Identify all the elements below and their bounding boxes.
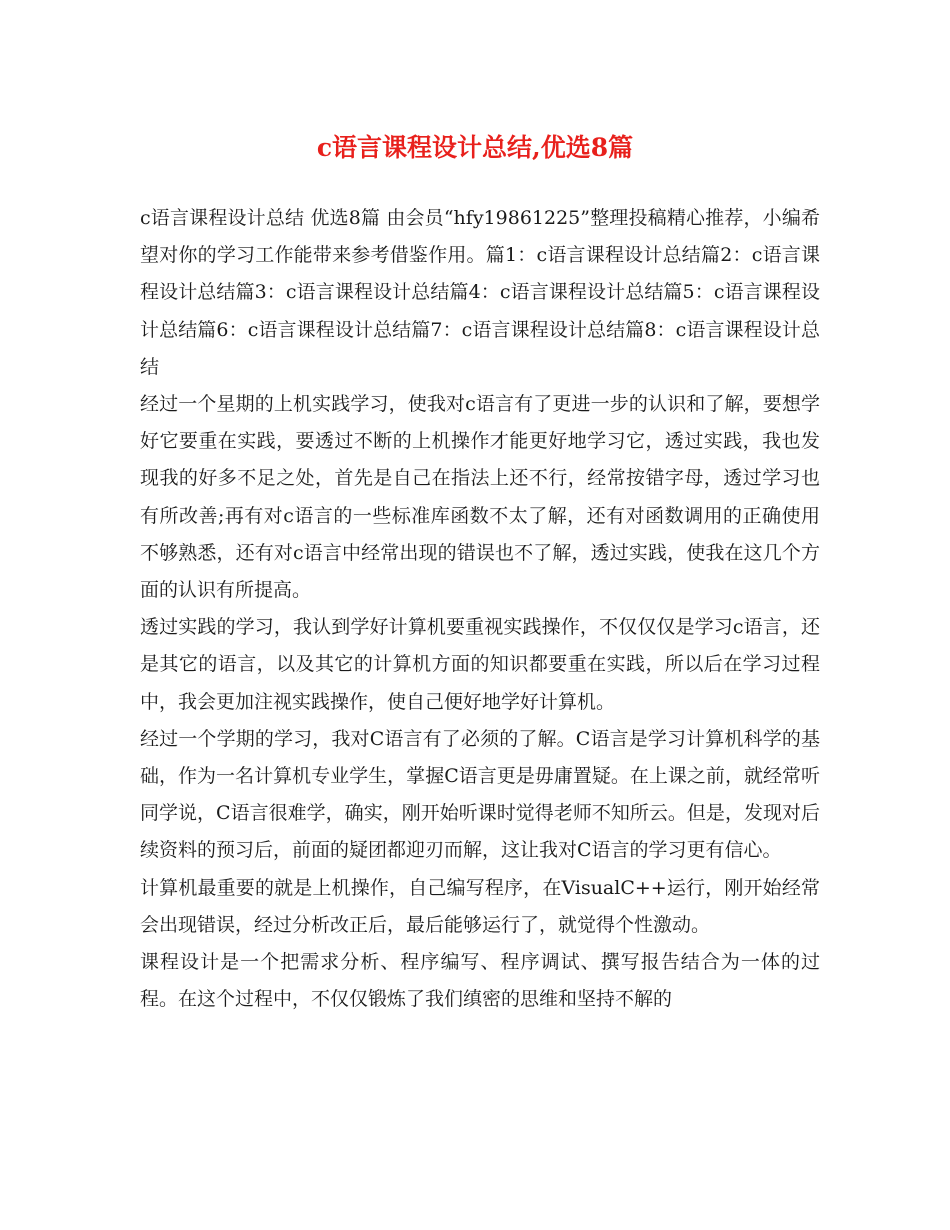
paragraph-computer-operation: 计算机最重要的就是上机操作，自己编写程序，在VisualC++运行，刚开始经常会出现错误，经过分析改正后，最后能够运行了，就觉得个性激动。 xyxy=(140,876,820,936)
paragraph-course-design: 课程设计是一个把需求分析、程序编写、程序调试、撰写报告结合为一体的过程。在这个过程中，不仅仅锻炼了我们缜密的思维和坚持不解的 xyxy=(140,951,820,1011)
document-title: c语言课程设计总结,优选8篇 xyxy=(316,133,634,162)
paragraph-practice: 经过一个星期的上机实践学习，使我对c语言有了更进一步的认识和了解，要想学好它要重在实践，要透过不断的上机操作才能更好地学习它，透过实践，我也发现我的好多不足之处，首先是自己在指法上还不行，经常按错字母，透过学习也有所改善;再有对c语言的一些标准库函数不太了解，还有对函数调用的正确使用不够熟悉，还有对c语言中经常出现的错误也不了解，透过实践，使我在这几个方面的认识有所提高。 xyxy=(140,393,820,602)
paragraph-practice-conclusion: 透过实践的学习，我认到学好计算机要重视实践操作，不仅仅仅是学习c语言，还是其它的语言，以及其它的计算机方面的知识都要重在实践，所以后在学习过程中，我会更加注视实践操作，使自己便好地学好计算机。 xyxy=(140,616,820,713)
paragraph-intro: c语言课程设计总结 优选8篇 由会员“hfy19861225”整理投稿精心推荐，小编希望对你的学习工作能带来参考借鉴作用。篇1：c语言课程设计总结篇2：c语言课程设计总结篇3：c语言课程设计总结篇4：c语言课程设计总结篇5：c语言课程设计总结篇6：c语言课程设计总结篇7：c语言课程设计总结篇8：c语言课程设计总结 xyxy=(140,207,820,378)
paragraph-semester: 经过一个学期的学习，我对C语言有了必须的了解。C语言是学习计算机科学的基础，作为一名计算机专业学生，掌握C语言更是毋庸置疑。在上课之前，就经常听同学说，C语言很难学，确实，刚开始听课时觉得老师不知所云。但是，发现对后续资料的预习后，前面的疑团都迎刃而解，这让我对C语言的学习更有信心。 xyxy=(140,727,820,862)
document-body xyxy=(140,200,820,1018)
